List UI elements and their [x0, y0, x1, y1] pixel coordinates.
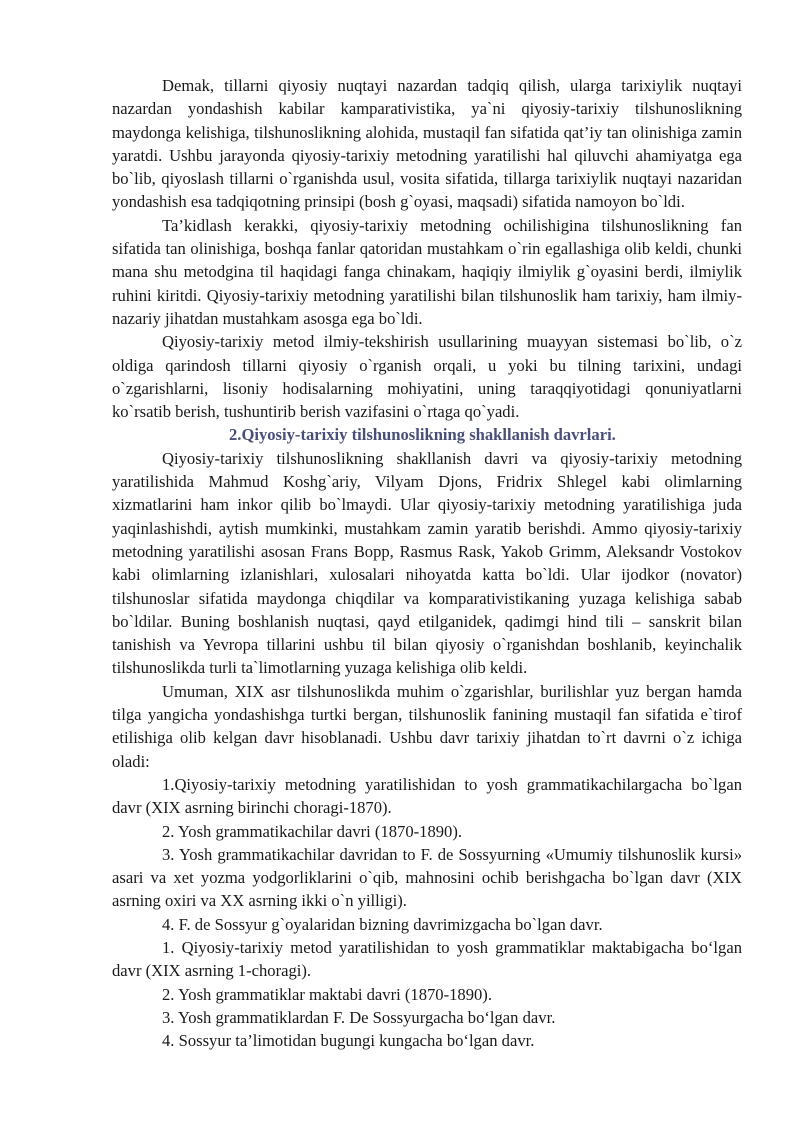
list-item-alt-period-2: 2. Yosh grammatiklar maktabi davri (1870-1890).	[162, 984, 492, 1004]
paragraph-intro: Demak, tillarni qiyosiy nuqtayi nazardan tadqiq qilish, ularga tarixiylik nuqtayi nazardan yondashish kabilar kamparativistika, ya`ni qiyosiy-tarixiy tilshunoslikning maydonga kelishiga, tilshunoslikning alohida, mustaqil fan sifatida qat’iy tan olinishiga zamin yaratdi. Ushbu jarayonda qiyosiy-tarixiy metodning yaratilishi hal qiluvchi ahamiyatga ega bo`lib, qiyoslash tillarni o`rganishda usul, vosita sifatida, tillarga tarixiylik nuqtayi nazaridan yondashish esa tadqiqotning prinsipi (bosh g`oyasi, maqsadi) sifatida namoyon bo`ldi.	[112, 76, 742, 212]
document-page	[112, 74, 742, 1052]
list-item-alt-period-4: 4. Sossyur ta’limotidan bugungi kungacha bo‘lgan davr.	[162, 1031, 535, 1051]
list-item-period-3: 3. Yosh grammatikachilar davridan to F. de Sossyurning «Umumiy tilshunoslik kursi» asari va xet yozma yodgorliklarini o`qib, mahnosini ochib berishgacha bo`lgan davr (XIX asrning oxiri va XX asrning ikki o`n yilligi).	[112, 844, 742, 911]
paragraph-method-definition: Qiyosiy-tarixiy metod ilmiy-tekshirish usullarining muayyan sistemasi bo`lib, o`z oldiga qarindosh tillarni qiyosiy o`rganish orqali, u yoki bu tilning tarixini, undagi o`zgarishlarni, lisoniy hodisalarning mohiyatini, uning taraqqiyotidagi qonuniyatlarni ko`rsatib berish, tushuntirib berish vazifasini o`rtaga qo`yadi.	[112, 332, 742, 422]
list-item-period-1: 1.Qiyosiy-tarixiy metodning yaratilishidan to yosh grammatikachilargacha bo`lgan davr (XIX asrning birinchi choragi-1870).	[112, 774, 742, 818]
paragraph-emphasis: Ta’kidlash kerakki, qiyosiy-tarixiy metodning ochilishigina tilshunoslikning fan sifatida tan olinishiga, boshqa fanlar qatoridan mustahkam o`rin egallashiga olib keldi, chunki mana shu metodgina til haqidagi fanga chinakam, haqiqiy ilmiylik g`oyasini berdi, ilmiylik ruhini kiritdi. Qiyosiy-tarixiy metodning yaratilishi bilan tilshunoslik ham tarixiy, ham ilmiy-nazariy jihatdan mustahkam asosga ega bo`ldi.	[112, 215, 742, 328]
paragraph-scholars: Qiyosiy-tarixiy tilshunoslikning shakllanish davri va qiyosiy-tarixiy metodning yaratilishida Mahmud Koshg`ariy, Vilyam Djons, Fridrix Shlegel kabi olimlarning xizmatlarini ham inkor qilib bo`lmaydi. Ular qiyosiy-tarixiy metodning yaratilishiga juda yaqinlashishdi, aytish mumkinki, mustahkam zamin yaratib berishdi. Ammo qiyosiy-tarixiy metodning yaratilishi asosan Frans Bopp, Rasmus Rask, Yakob Grimm, Aleksandr Vostokov kabi olimlarning izlanishlari, xulosalari nihoyatda katta bo`ldi. Ular ijodkor (novator) tilshunoslar sifatida maydonga chiqdilar va komparativistikaning yuzaga kelishiga sabab bo`ldilar. Buning boshlanish nuqtasi, qayd etilganidek, qadimgi hind tili – sanskrit bilan tanishish va Yevropa tillarini ushbu til bilan qiyosiy o`rganishdan boshlanib, keyinchalik tilshunoslikda turli ta`limotlarning yuzaga kelishiga olib keldi.	[112, 448, 742, 678]
paragraph-xix-century: Umuman, XIX asr tilshunoslikda muhim o`zgarishlar, burilishlar yuz bergan hamda tilga yangicha yondashishga turtki bergan, tilshunoslik fanining mustaqil fan sifatida e`tirof etilishiga olib kelgan davr hisoblanadi. Ushbu davr tarixiy jihatdan to`rt davrni o`z ichiga oladi:	[112, 681, 742, 771]
list-item-period-4: 4. F. de Sossyur g`oyalaridan bizning davrimizgacha bo`lgan davr.	[162, 914, 603, 934]
section-heading: 2.Qiyosiy-tarixiy tilshunoslikning shakllanish davrlari.	[229, 425, 616, 445]
list-item-period-2: 2. Yosh grammatikachilar davri (1870-1890).	[162, 821, 463, 841]
list-item-alt-period-3: 3. Yosh grammatiklardan F. De Sossyurgacha bo‘lgan davr.	[162, 1007, 556, 1027]
list-item-alt-period-1: 1. Qiyosiy-tarixiy metod yaratilishidan to yosh grammatiklar maktabigacha bo‘lgan davr (XIX asrning 1-choragi).	[112, 937, 742, 981]
